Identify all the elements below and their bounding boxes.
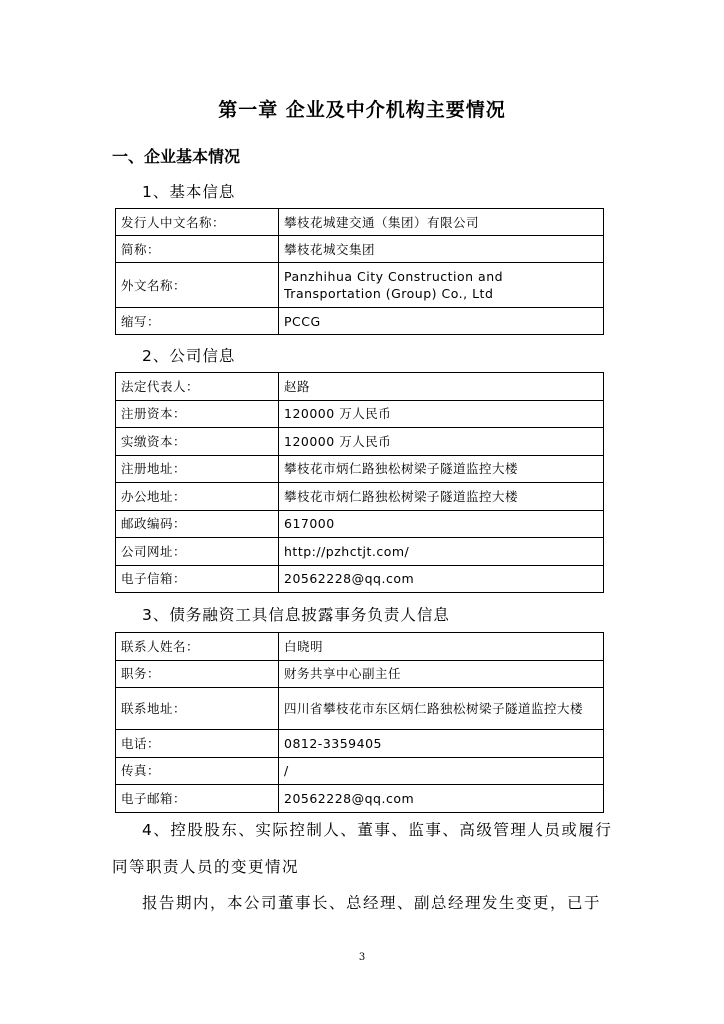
row-label: 电话： bbox=[116, 730, 279, 758]
row-value: 攀枝花城建交通（集团）有限公司 bbox=[279, 209, 604, 236]
page-number: 3 bbox=[358, 952, 366, 963]
table-row bbox=[116, 730, 604, 758]
paragraph-4-line1: 4、控股股东、实际控制人、董事、监事、高级管理人员或履行 bbox=[142, 821, 613, 839]
row-label: 缩写： bbox=[116, 308, 279, 335]
contact-info-table bbox=[115, 632, 604, 813]
row-label: 法定代表人： bbox=[116, 373, 279, 401]
row-label: 联系地址： bbox=[116, 688, 279, 730]
table-row bbox=[116, 209, 604, 236]
row-value: http://pzhctjt.com/ bbox=[279, 538, 604, 566]
chapter-title: 第一章 企业及中介机构主要情况 bbox=[218, 99, 506, 121]
table-row bbox=[116, 236, 604, 263]
row-value: 120000 万人民币 bbox=[279, 400, 604, 428]
row-value: PCCG bbox=[279, 308, 604, 335]
row-value: 120000 万人民币 bbox=[279, 428, 604, 456]
company-info-heading: 2、公司信息 bbox=[142, 347, 236, 365]
row-label: 传真： bbox=[116, 757, 279, 785]
row-label: 电子信箱： bbox=[116, 565, 279, 593]
table-row bbox=[116, 538, 604, 566]
row-label: 注册资本： bbox=[116, 400, 279, 428]
table-row bbox=[116, 565, 604, 593]
row-value: 617000 bbox=[279, 510, 604, 538]
row-label: 联系人姓名： bbox=[116, 633, 279, 661]
row-label: 邮政编码： bbox=[116, 510, 279, 538]
row-label: 外文名称： bbox=[116, 263, 279, 308]
table-row bbox=[116, 688, 604, 730]
row-value: 0812-3359405 bbox=[279, 730, 604, 758]
row-value: 攀枝花市炳仁路独松树梁子隧道监控大楼 bbox=[279, 455, 604, 483]
row-label: 公司网址： bbox=[116, 538, 279, 566]
table-row bbox=[116, 400, 604, 428]
row-value: 攀枝花市炳仁路独松树梁子隧道监控大楼 bbox=[279, 483, 604, 511]
row-value: 攀枝花城交集团 bbox=[279, 236, 604, 263]
table-row bbox=[116, 633, 604, 661]
table-row bbox=[116, 455, 604, 483]
contact-info-heading: 3、债务融资工具信息披露事务负责人信息 bbox=[142, 606, 450, 624]
table-row bbox=[116, 308, 604, 335]
row-value: 20562228@qq.com bbox=[279, 565, 604, 593]
table-row bbox=[116, 510, 604, 538]
basic-info-table bbox=[115, 208, 604, 335]
row-label: 办公地址： bbox=[116, 483, 279, 511]
row-value: 白晓明 bbox=[279, 633, 604, 661]
table-row bbox=[116, 785, 604, 813]
row-label: 职务： bbox=[116, 660, 279, 688]
row-value: 赵路 bbox=[279, 373, 604, 401]
row-label: 简称： bbox=[116, 236, 279, 263]
row-value: 财务共享中心副主任 bbox=[279, 660, 604, 688]
row-value: / bbox=[279, 757, 604, 785]
row-label: 注册地址： bbox=[116, 455, 279, 483]
table-row bbox=[116, 428, 604, 456]
basic-info-heading: 1、基本信息 bbox=[142, 183, 236, 201]
report-paragraph: 报告期内，本公司董事长、总经理、副总经理发生变更，已于 bbox=[142, 894, 602, 912]
table-row bbox=[116, 263, 604, 308]
row-value: 20562228@qq.com bbox=[279, 785, 604, 813]
row-label: 电子邮箱： bbox=[116, 785, 279, 813]
paragraph-4-line2: 同等职责人员的变更情况 bbox=[112, 858, 300, 876]
row-value: 四川省攀枝花市东区炳仁路独松树梁子隧道监控大楼 bbox=[279, 688, 604, 730]
company-info-table bbox=[115, 372, 604, 593]
row-value: Panzhihua City Construction and Transportation (Group) Co., Ltd bbox=[279, 263, 604, 308]
table-row bbox=[116, 483, 604, 511]
row-label: 发行人中文名称： bbox=[116, 209, 279, 236]
row-label: 实缴资本： bbox=[116, 428, 279, 456]
table-row bbox=[116, 373, 604, 401]
table-row bbox=[116, 757, 604, 785]
table-row bbox=[116, 660, 604, 688]
section-heading: 一、企业基本情况 bbox=[112, 147, 241, 166]
